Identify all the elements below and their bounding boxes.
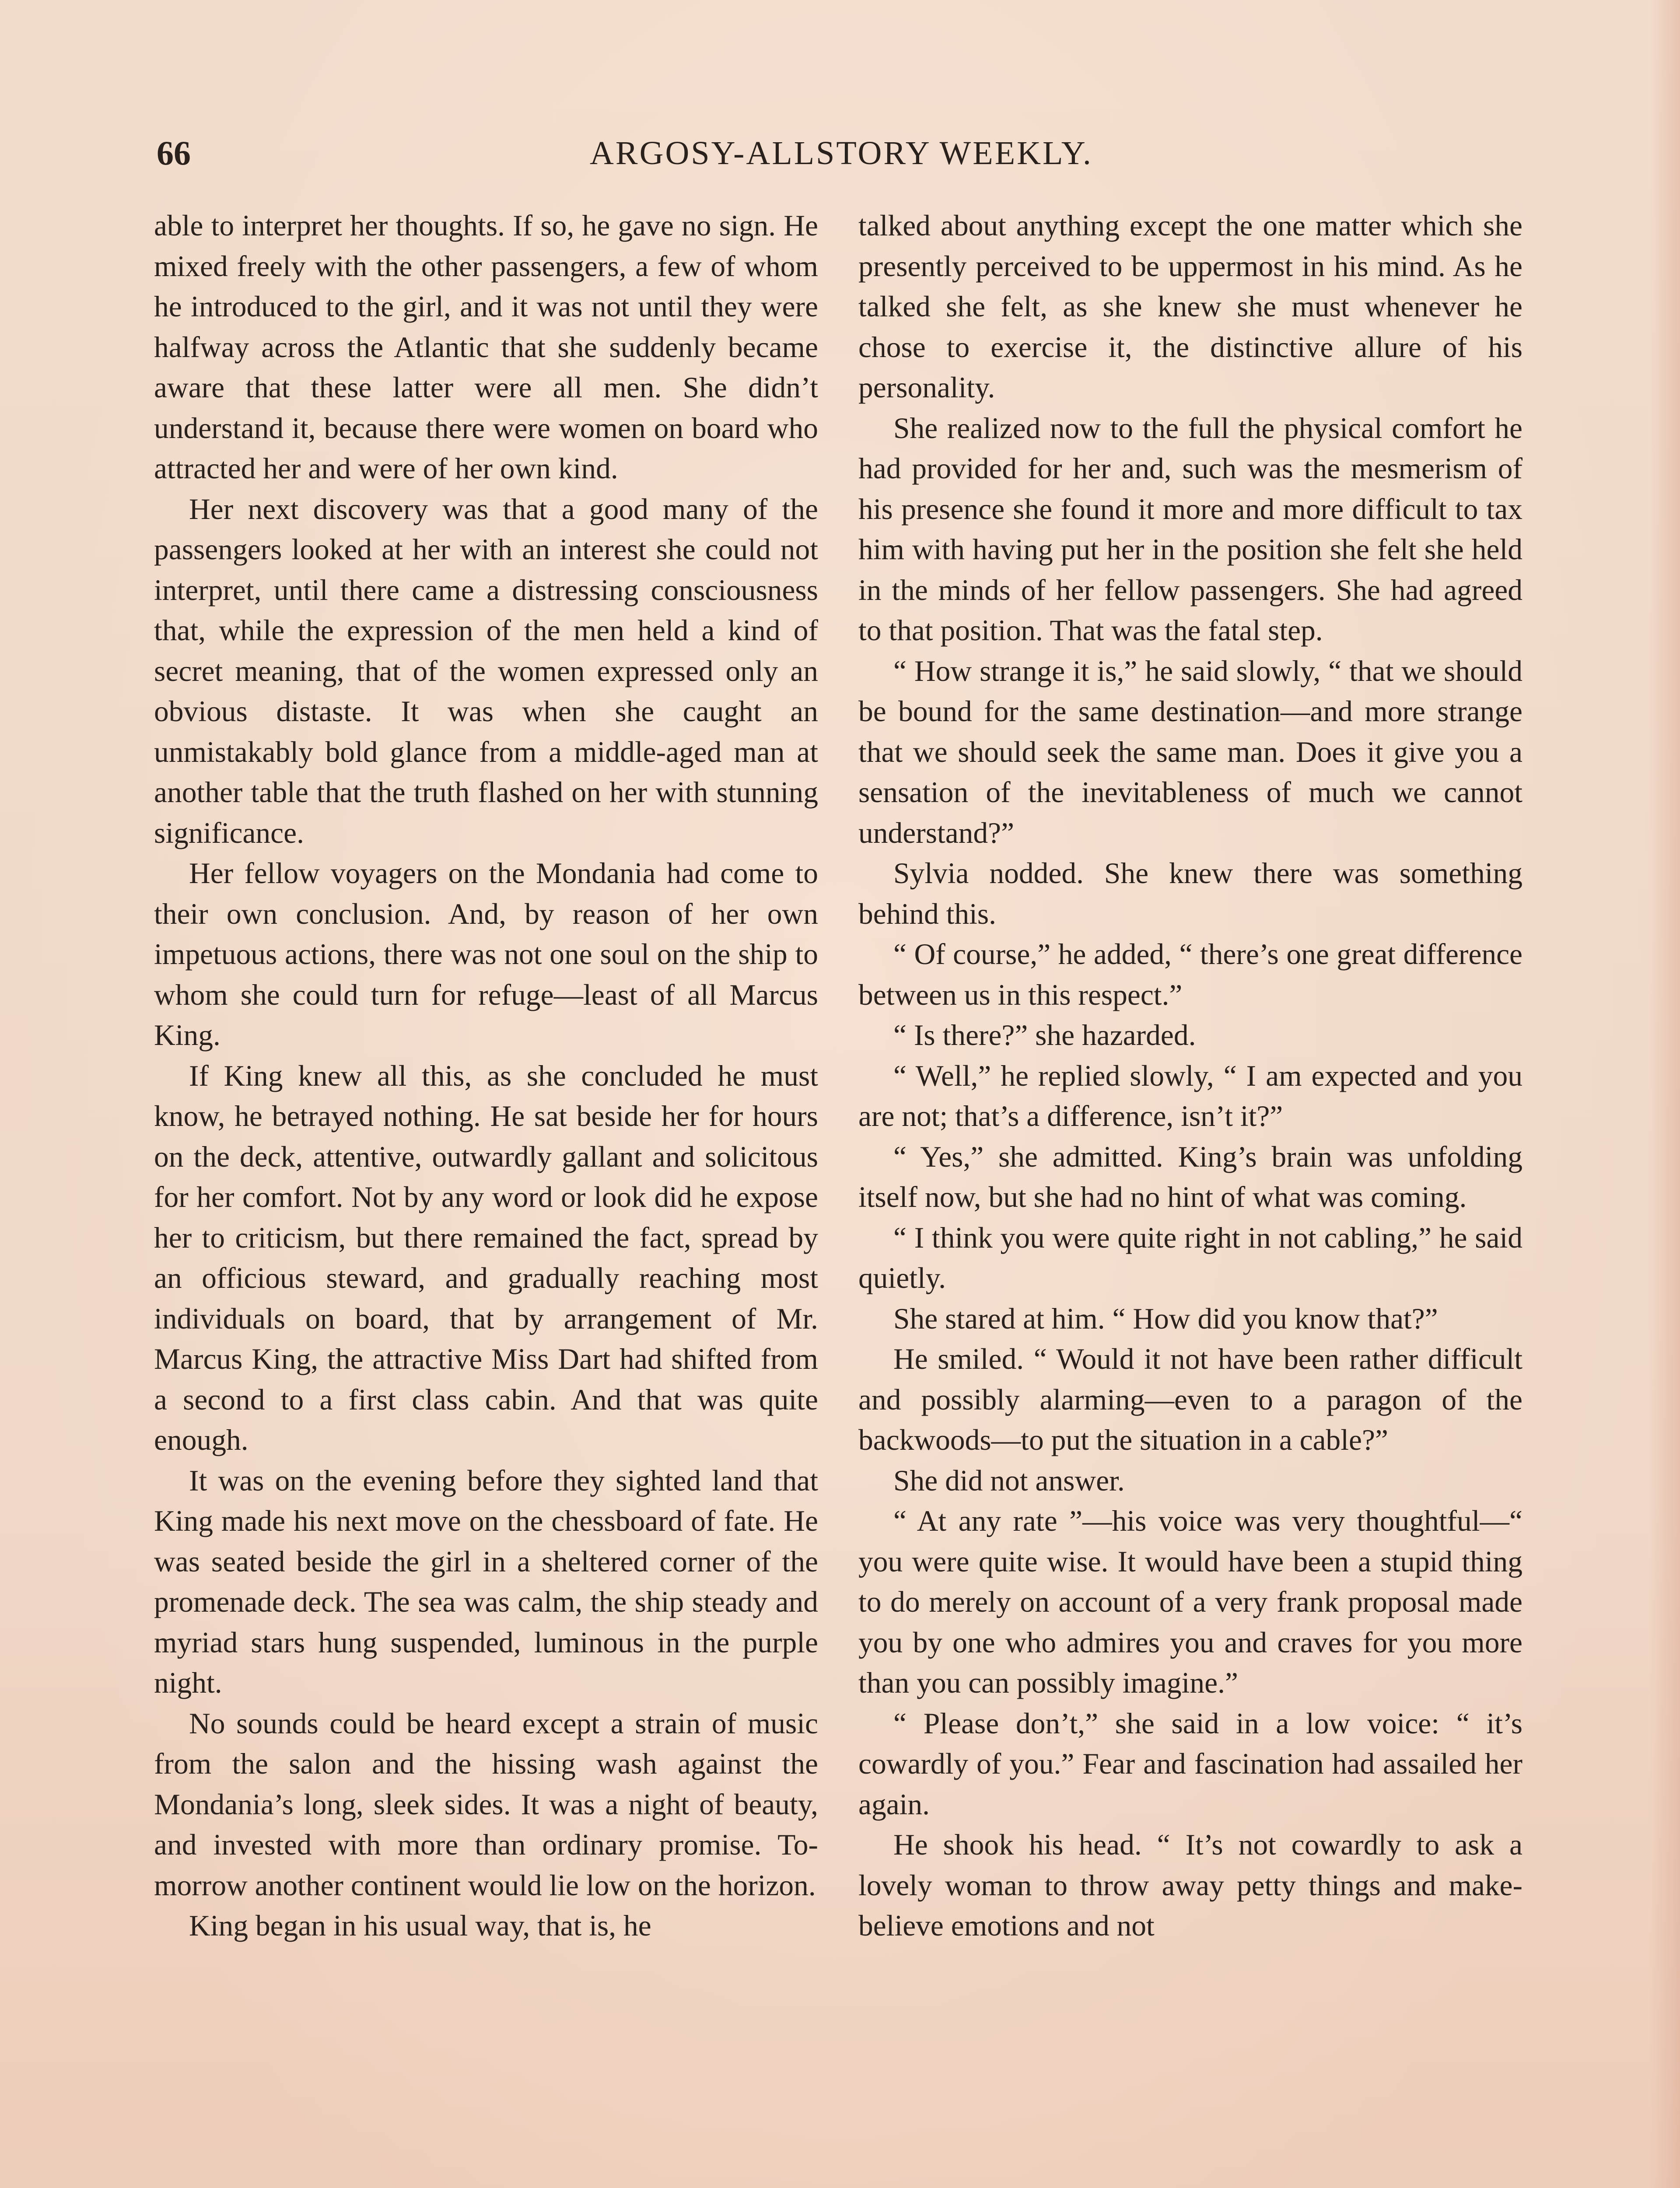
right-column [858, 206, 1522, 1946]
paragraph: King began in his usual way, that is, he [189, 1909, 651, 1942]
paragraph: “ Is there?” she hazarded. [893, 1019, 1196, 1052]
paragraph: If King knew all this, as she concluded he must know, he betrayed nothing. He sat beside her for hours on the deck, attentive, outwardly gallant and solicitous for her comfort. Not by any word or look did he expose her to criticism, but there remained the fact, spread by an officious steward, and gradually reaching most individuals on board, that by arrangement of Mr. Marcus King, the attractive Miss Dart had shifted from a second to a first class cabin. And that was quite enough. [154, 1059, 818, 1456]
paragraph: It was on the evening before they sighted land that King made his next move on the chessboard of fate. He was seated beside the girl in a sheltered corner of the promenade deck. The sea was calm, the ship steady and myriad stars hung suspended, luminous in the purple night. [154, 1464, 818, 1699]
paragraph: He shook his head. “ It’s not cowardly to ask a lovely woman to throw away petty things and make-believe emotions and not [858, 1828, 1522, 1942]
paragraph: “ Well,” he replied slowly, “ I am expected and you are not; that’s a difference, isn’t it?” [858, 1059, 1522, 1133]
running-title: ARGOSY-ALLSTORY WEEKLY. [590, 135, 1093, 172]
paragraph: “ Please don’t,” she said in a low voice: “ it’s cowardly of you.” Fear and fascination had assailed her again. [858, 1707, 1522, 1821]
paragraph: “ I think you were quite right in not cabling,” he said quietly. [858, 1221, 1522, 1294]
left-column [154, 206, 818, 1946]
page-edge-shading-right [1649, 0, 1680, 2188]
paragraph: “ Of course,” he added, “ there’s one great difference between us in this respect.” [858, 938, 1522, 1011]
page-number: 66 [157, 134, 191, 172]
paragraph: Her fellow voyagers on the Mondania had come to their own conclusion. And, by reason of her own impetuous actions, there was not one soul on the ship to whom she could turn for refuge—least of all Marcus King. [154, 857, 818, 1052]
paragraph: Her next discovery was that a good many of the passengers looked at her with an interest she could not interpret, until there came a distressing consciousness that, while the expression of the men held a kind of secret meaning, that of the women expressed only an obvious distaste. It was when she caught an unmistakably bold glance from a middle-aged man at another table that the truth flashed on her with stunning significance. [154, 492, 818, 849]
paragraph: talked about anything except the one matter which she presently perceived to be uppermost in his mind. As he talked she felt, as she knew she must whenever he chose to exercise it, the distinctive allure of his personality. [858, 209, 1522, 404]
paragraph: “ Yes,” she admitted. King’s brain was unfolding itself now, but she had no hint of what was coming. [858, 1140, 1522, 1213]
paragraph: She stared at him. “ How did you know that?” [893, 1302, 1438, 1335]
paragraph: No sounds could be heard except a strain of music from the salon and the hissing wash against the Mondania’s long, sleek sides. It was a night of beauty, and invested with more than ordinary promise. To-morrow another continent would lie low on the horizon. [154, 1707, 818, 1902]
paragraph: “ How strange it is,” he said slowly, “ that we should be bound for the same destination—and more strange that we should seek the same man. Does it give you a sensation of the inevitableness of much we cannot understand?” [858, 654, 1522, 849]
paragraph: She did not answer. [893, 1464, 1125, 1497]
paragraph: He smiled. “ Would it not have been rather difficult and possibly alarming—even to a paragon of the backwoods—to put the situation in a cable?” [858, 1343, 1522, 1456]
paragraph: She realized now to the full the physical comfort he had provided for her and, such was the mesmerism of his presence she found it more and more difficult to tax him with having put her in the position she felt she held in the minds of her fellow passengers. She had agreed to that position. That was the fatal step. [858, 411, 1522, 647]
paragraph: “ At any rate ”—his voice was very thoughtful—“ you were quite wise. It would have been a stupid thing to do merely on account of a very frank proposal made you by one who admires you and craves for you more than you can possibly imagine.” [858, 1504, 1522, 1699]
paragraph: Sylvia nodded. She knew there was something behind this. [858, 857, 1522, 930]
paragraph: able to interpret her thoughts. If so, he gave no sign. He mixed freely with the other passengers, a few of whom he introduced to the girl, and it was not until they were halfway across the Atlantic that she suddenly became aware that these latter were all men. She didn’t understand it, because there were women on board who attracted her and were of her own kind. [154, 209, 818, 485]
page-header [157, 129, 1526, 177]
